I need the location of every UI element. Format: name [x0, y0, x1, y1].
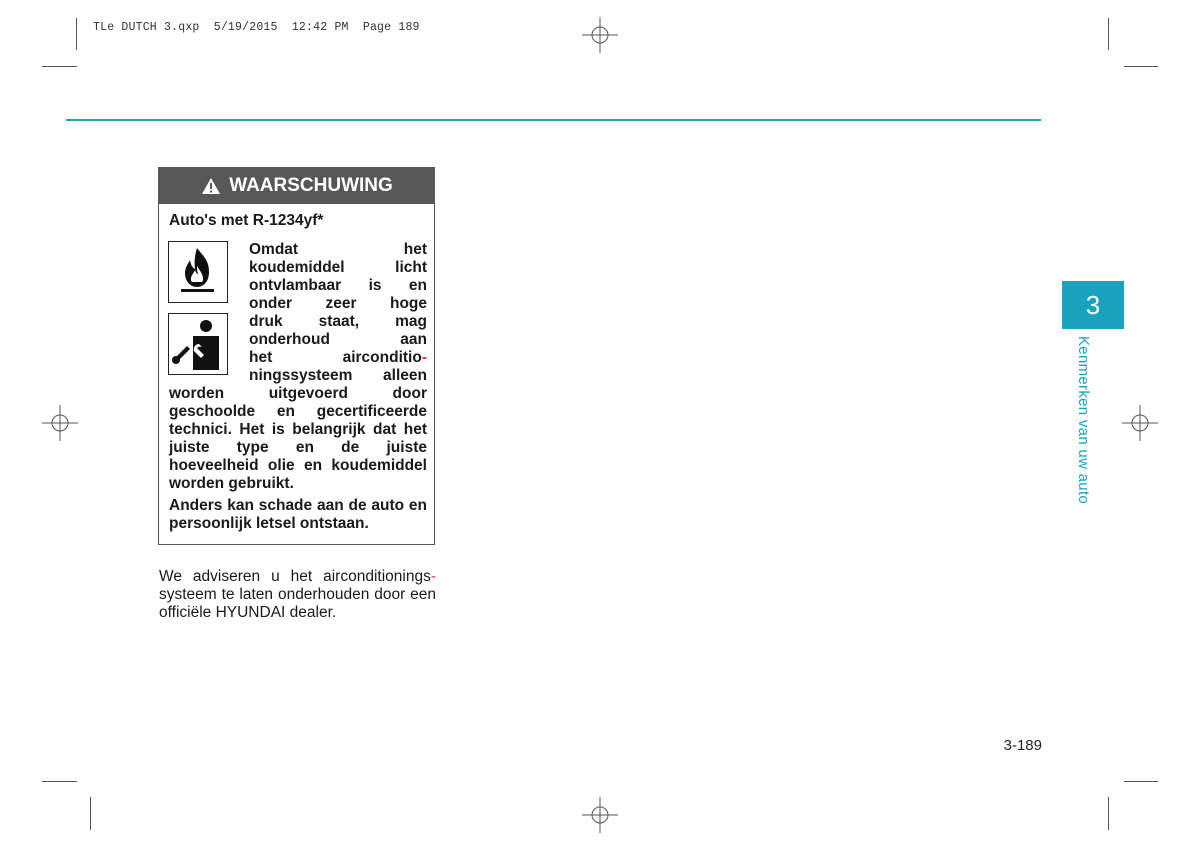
warning-line: koudemiddel licht	[249, 259, 427, 276]
chapter-tab: 3	[1062, 281, 1124, 329]
print-slug: TLe DUTCH 3.qxp 5/19/2015 12:42 PM Page 189	[93, 21, 420, 34]
warning-pictograms	[168, 241, 228, 385]
warning-line: ontvlambaar is en	[249, 277, 427, 294]
chapter-title: Kenmerken van uw auto	[1075, 336, 1092, 505]
warning-line: het airconditio-	[249, 349, 427, 366]
warning-title: WAARSCHUWING	[229, 175, 393, 196]
crop-mark	[1108, 797, 1109, 830]
warning-line: onderhoud aan	[249, 331, 427, 348]
warning-triangle-icon	[201, 177, 221, 195]
registration-mark-icon	[582, 17, 618, 53]
crop-mark	[42, 66, 77, 67]
warning-paragraph-continued: worden uitgevoerd door geschoolde en gecertificeerde technici. Het is belangrijk dat het juiste type en de juiste hoeveelheid olie en koudemiddel worden gebruikt.	[169, 385, 427, 492]
body-paragraph	[159, 568, 436, 622]
warning-line: druk staat, mag	[249, 313, 427, 330]
flammable-icon	[168, 241, 228, 303]
warning-subtitle: Auto's met R-1234yf*	[169, 212, 324, 229]
crop-mark	[76, 18, 77, 50]
body-line-1: We adviseren u het airconditionings-	[159, 568, 436, 585]
body-line-rest: systeem te laten onderhouden door een officiële HYUNDAI dealer.	[159, 586, 436, 621]
crop-mark	[1108, 18, 1109, 50]
registration-mark-icon	[582, 797, 618, 833]
hyphenation-mark: -	[430, 568, 436, 585]
crop-mark	[1124, 66, 1158, 67]
crop-mark	[42, 781, 77, 782]
qualified-technician-icon	[168, 313, 228, 375]
page-number: 3-189	[1003, 737, 1042, 754]
header-rule	[66, 119, 1041, 121]
warning-line: onder zeer hoge	[249, 295, 427, 312]
registration-mark-icon	[42, 405, 78, 441]
hyphenation-mark: -	[421, 349, 427, 366]
crop-mark	[1124, 781, 1158, 782]
registration-mark-icon	[1122, 405, 1158, 441]
warning-header	[159, 168, 435, 204]
warning-paragraph-2: Anders kan schade aan de auto en persoonlijk letsel ontstaan.	[169, 497, 427, 532]
warning-paragraph-start	[249, 241, 427, 385]
crop-mark	[90, 797, 91, 830]
warning-line: ningssysteem alleen	[249, 367, 427, 384]
warning-line: Omdat het	[249, 241, 427, 258]
